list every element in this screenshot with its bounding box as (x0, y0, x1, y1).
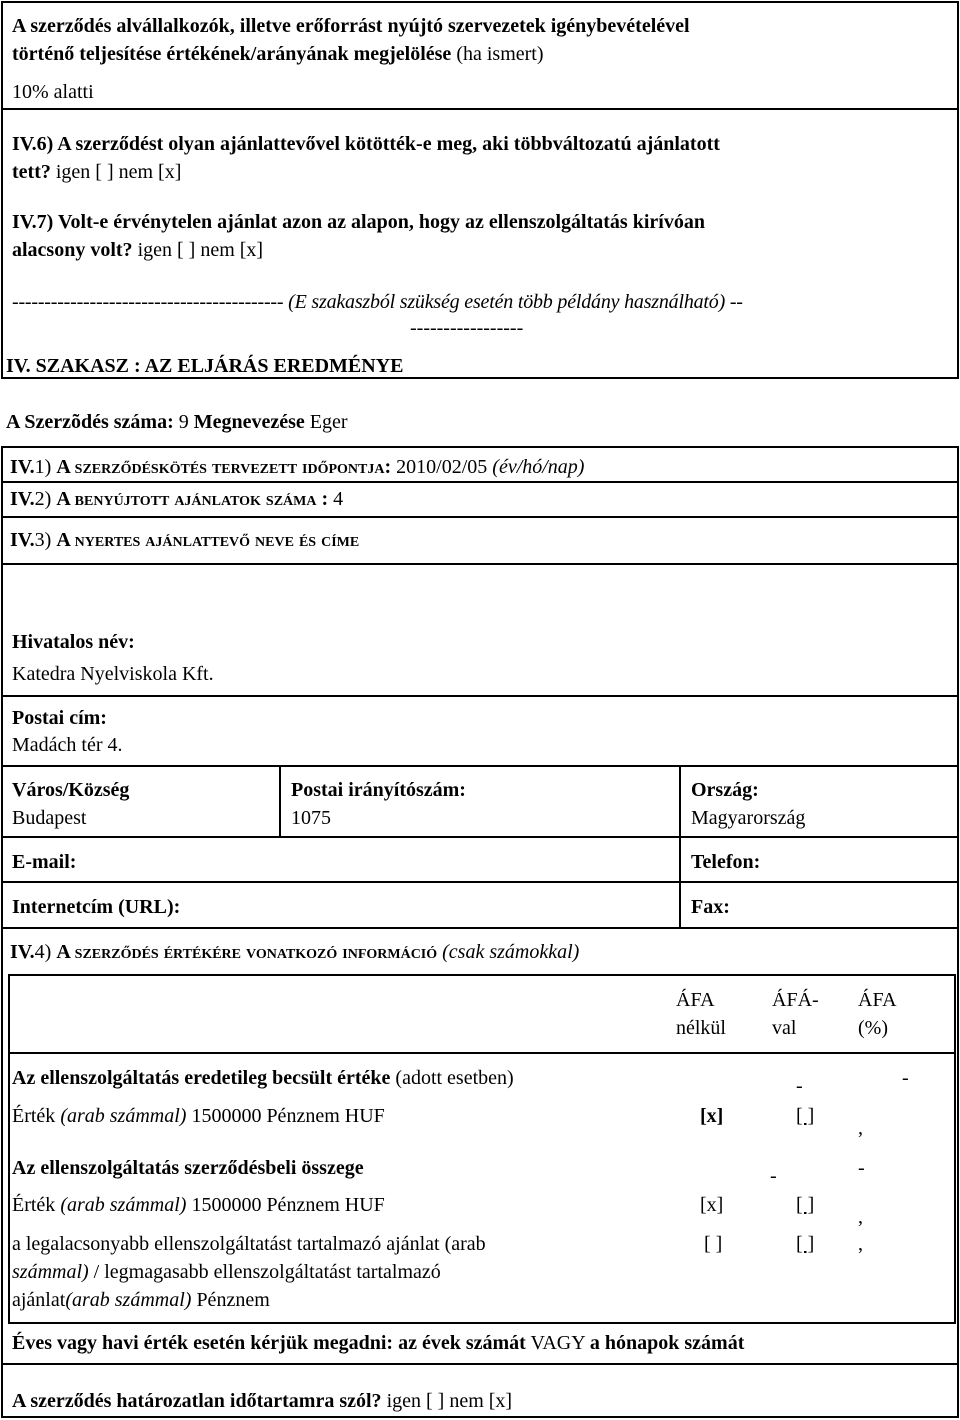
q7-bold: alacsony volt? (12, 239, 133, 261)
divider-line (1, 108, 959, 110)
range-vat-pct-comma: , (858, 1233, 863, 1255)
section-heading: IV. SZAKASZ : AZ ELJÁRÁS EREDMÉNYE (6, 355, 404, 377)
range-no-vat-checkbox: [ ] (704, 1233, 723, 1255)
range-line2-rest: / legmagasabb ellenszolgáltatást tartalmazó (88, 1261, 441, 1283)
estimated-dash-with-vat: - (796, 1075, 803, 1097)
col-no-vat-header-1: ÁFA (676, 989, 715, 1011)
contract-number-row (6, 408, 348, 436)
estimated-value-b: (arab számmal) (60, 1105, 187, 1127)
iv1-label: A szerződéskötés tervezett időpontja: (56, 456, 392, 478)
estimated-vat-pct-comma: , (858, 1117, 863, 1139)
estimated-value-row (12, 1102, 385, 1130)
estimated-dash-vat-pct: - (902, 1067, 909, 1089)
indefinite-term-row (12, 1387, 512, 1415)
contract-value-b: (arab számmal) (60, 1194, 187, 1216)
iv2-num: IV. (10, 488, 35, 510)
divider-line (1, 881, 959, 883)
contract-amount-label: Az ellenszolgáltatás szerződésbeli összege (12, 1157, 364, 1179)
divider-line (1, 481, 959, 483)
range-line3-a: ajánlat (12, 1289, 66, 1311)
divider-line (1, 695, 959, 697)
city-value: Budapest (12, 807, 87, 829)
contract-dash-vat-pct: - (858, 1157, 865, 1179)
contract-dash-with-vat: - (770, 1165, 777, 1187)
range-line2 (12, 1258, 441, 1286)
contract-value-c: 1500000 Pénznem HUF (186, 1194, 385, 1216)
contract-value-row (12, 1191, 385, 1219)
email-label: E-mail: (12, 851, 77, 873)
divider-line (1, 927, 959, 929)
zip-label: Postai irányítószám: (291, 779, 466, 801)
url-label: Internetcím (URL): (12, 896, 181, 918)
annual-value-b: VAGY (525, 1332, 590, 1354)
contract-number-label: A Szerzõdés száma: (6, 411, 174, 433)
contract-no-vat-checkbox: [x] (700, 1194, 724, 1216)
indefinite-term-question: A szerződés határozatlan időtartamra szól? (12, 1390, 382, 1412)
fax-label: Fax: (691, 896, 730, 918)
contract-vat-pct-comma: , (858, 1206, 863, 1228)
phone-label: Telefon: (691, 851, 761, 873)
postal-address-label: Postai cím: (12, 707, 107, 729)
q7-line1: IV.7) Volt-e érvénytelen ajánlat azon az alapon, hogy az ellenszolgáltatás kirívóan (12, 211, 705, 233)
iv2-value: 4 (328, 488, 344, 510)
country-value: Magyarország (691, 807, 806, 829)
range-line3-c: Pénznem (191, 1289, 270, 1311)
divider-line (1, 563, 959, 565)
col-vat-pct-header-1: ÁFA (858, 989, 897, 1011)
city-label: Város/Község (12, 779, 130, 801)
contract-name-value: Eger (309, 411, 348, 433)
zip-value: 1075 (291, 807, 331, 829)
iv2-row (10, 485, 343, 513)
separator-line2: ----------------- (410, 317, 524, 339)
q6-bold: tett? (12, 161, 51, 183)
col-no-vat-header-2: nélkül (676, 1017, 726, 1039)
range-with-vat-checkbox: [ ] (796, 1233, 815, 1255)
col-vat-pct-header-2: (%) (858, 1017, 888, 1039)
col-with-vat-header-1: ÁFÁ- (772, 989, 819, 1011)
estimated-value-a: Érték (12, 1105, 61, 1127)
iv1-num: IV. (10, 456, 35, 478)
iv3-row (10, 526, 359, 554)
iv4-row (10, 938, 579, 966)
q6-line2 (12, 158, 181, 186)
contract-number-value: 9 (178, 411, 189, 433)
iv4-num: IV. (10, 941, 35, 963)
divider-line (1, 516, 959, 518)
iv3-num2: 3) (34, 529, 57, 551)
estimated-label-row (12, 1064, 514, 1092)
divider-line (279, 765, 281, 836)
indefinite-term-answer: igen [ ] nem [x] (381, 1390, 513, 1412)
annual-value-a: Éves vagy havi érték esetén kérjük megadni: az évek számát (12, 1332, 526, 1354)
estimated-no-vat-checkbox: [x] (700, 1105, 724, 1127)
subcontract-value: 10% alatti (12, 81, 94, 103)
q6-line1: IV.6) A szerződést olyan ajánlattevővel kötötték-e meg, aki többváltozatú ajánlatott (12, 133, 720, 155)
contract-with-vat-checkbox: [ ] (796, 1194, 815, 1216)
iv2-label: A benyújtott ajánlatok száma : (56, 488, 329, 510)
postal-address-value: Madách tér 4. (12, 734, 123, 756)
official-name-value: Katedra Nyelviskola Kft. (12, 663, 214, 685)
iv3-num: IV. (10, 529, 35, 551)
iv1-row (10, 453, 584, 481)
subcontract-question-bold: történő teljesítése értékének/arányának megjelölése (12, 43, 452, 65)
divider-line (679, 765, 681, 927)
iv3-label: A nyertes ajánlattevő neve és címe (56, 529, 360, 551)
separator-line1: ------------------------------------------ (E szakaszból szükség esetén több példány használható) -- (12, 291, 743, 313)
subcontract-question-line2 (12, 40, 544, 68)
iv1-value: 2010/02/05 (391, 456, 493, 478)
range-line3 (12, 1286, 270, 1314)
estimated-with-vat-checkbox: [ ] (796, 1105, 815, 1127)
subcontract-question-note: (ha ismert) (451, 43, 544, 65)
divider-line (1, 836, 959, 838)
country-label: Ország: (691, 779, 759, 801)
annual-value-row (12, 1329, 744, 1357)
contract-value-a: Érték (12, 1194, 61, 1216)
q6-answer: igen [ ] nem [x] (50, 161, 182, 183)
q7-answer: igen [ ] nem [x] (132, 239, 264, 261)
iv4-note: (csak számokkal) (437, 941, 580, 963)
range-line3-italic: (arab számmal) (65, 1289, 192, 1311)
col-with-vat-header-2: val (772, 1017, 797, 1039)
divider-line (8, 1052, 956, 1054)
divider-line (1, 1363, 959, 1365)
estimated-label: Az ellenszolgáltatás eredetileg becsült értéke (12, 1067, 391, 1089)
iv4-label: A szerződés értékére vonatkozó információ (56, 941, 438, 963)
q7-line2 (12, 236, 263, 264)
estimated-note: (adott esetben) (390, 1067, 514, 1089)
iv4-num2: 4) (34, 941, 57, 963)
official-name-label: Hivatalos név: (12, 631, 135, 653)
range-line1: a legalacsonyabb ellenszolgáltatást tartalmazó ajánlat (arab (12, 1233, 486, 1255)
range-line2-italic: számmal) (12, 1261, 89, 1283)
iv1-num2: 1) (34, 456, 57, 478)
subcontract-question-line1: A szerződés alvállalkozók, illetve erőforrást nyújtó szervezetek igénybevételével (12, 15, 690, 37)
estimated-value-c: 1500000 Pénznem HUF (186, 1105, 385, 1127)
iv2-num2: 2) (34, 488, 57, 510)
annual-value-c: a hónapok számát (589, 1332, 745, 1354)
iv1-unit: (év/hó/nap) (492, 456, 585, 478)
divider-line (1, 765, 959, 767)
contract-name-label: Megnevezése (193, 411, 305, 433)
